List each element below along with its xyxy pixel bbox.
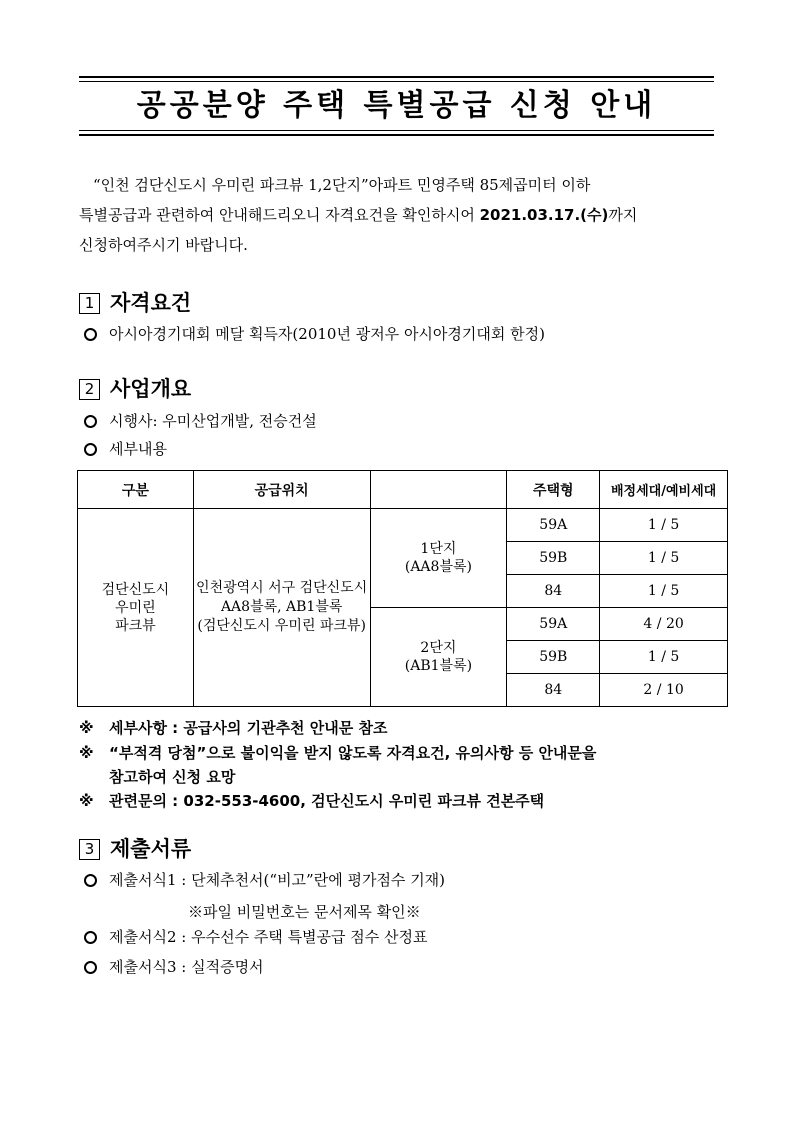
note-1-text: 세부사항 : 공급사의 기관추천 안내문 참조 [109, 719, 388, 737]
location-cell: 인천광역시 서구 검단신도시 AA8블록, AB1블록 (검단신도시 우미린 파크뷰) [193, 509, 370, 707]
header-category: 구분 [78, 471, 194, 509]
complex-2-cell: 2단지 (AB1블록) [370, 608, 507, 707]
deadline-date: 2021.03.17.(수) [479, 206, 609, 224]
form-1-text: 제출서식1 : 단체추천서(“비고”란에 평가점수 기재) [109, 871, 446, 889]
section-2-item-1-text: 시행사: 우미산업개발, 전승건설 [109, 412, 317, 430]
circle-bullet-icon [84, 415, 97, 428]
type-cell: 84 [507, 575, 600, 608]
type-cell: 84 [507, 674, 600, 707]
title-rule-top-2 [79, 81, 714, 82]
note-2-text-b: 참고하여 신청 요망 [109, 768, 236, 786]
section-1-number: 1 [79, 293, 100, 314]
note-2-text-a: “부적격 당첨”으로 불이익을 받지 않도록 자격요건, 유의사항 등 안내문을 [109, 744, 597, 762]
intro-paragraph [79, 170, 717, 260]
alloc-cell: 1 / 5 [600, 542, 728, 575]
alloc-cell: 4 / 20 [600, 608, 728, 641]
section-2-heading [79, 375, 191, 403]
reference-mark-icon: ※ [79, 744, 94, 762]
type-cell: 59A [507, 509, 600, 542]
intro-line-3: 신청하여주시기 바랍니다. [79, 236, 248, 254]
circle-bullet-icon [84, 328, 97, 341]
section-3-heading [79, 835, 191, 863]
circle-bullet-icon [84, 961, 97, 974]
circle-bullet-icon [84, 443, 97, 456]
reference-mark-icon: ※ [79, 792, 94, 810]
type-cell: 59A [507, 608, 600, 641]
header-blank [370, 471, 507, 509]
table-row [78, 509, 728, 542]
section-1-item [84, 323, 545, 345]
complex-1-cell: 1단지 (AA8블록) [370, 509, 507, 608]
district-cell: 검단신도시 우미린 파크뷰 [78, 509, 194, 707]
section-3-item-3 [84, 956, 264, 978]
intro-line-2-b: 까지 [608, 206, 638, 224]
header-location: 공급위치 [193, 471, 370, 509]
note-2 [79, 741, 719, 789]
title-rule-bottom-2 [79, 134, 714, 136]
form-2-text: 제출서식2 : 우수선수 주택 특별공급 점수 산정표 [109, 928, 428, 946]
intro-line-1: “인천 검단신도시 우미린 파크뷰 1,2단지”아파트 민영주택 85제곱미터 이하 [93, 176, 591, 194]
alloc-cell: 2 / 10 [600, 674, 728, 707]
section-1-heading [79, 289, 191, 317]
section-2-title: 사업개요 [110, 377, 192, 401]
section-2-number: 2 [79, 379, 100, 400]
header-allocation: 배정세대/예비세대 [600, 471, 728, 509]
form-3-text: 제출서식3 : 실적증명서 [109, 958, 264, 976]
section-3-title: 제출서류 [110, 837, 192, 861]
title-rule-bottom-1 [79, 130, 714, 131]
alloc-cell: 1 / 5 [600, 509, 728, 542]
supply-table [77, 470, 728, 707]
section-2-item-2-text: 세부내용 [109, 440, 167, 458]
title-rule-top-1 [79, 76, 714, 78]
alloc-cell: 1 / 5 [600, 575, 728, 608]
circle-bullet-icon [84, 931, 97, 944]
reference-mark-icon: ※ [79, 719, 94, 737]
section-1-title: 자격요건 [110, 291, 192, 315]
section-3-number: 3 [79, 839, 100, 860]
section-3-item-1 [84, 869, 445, 891]
contact-info: 관련문의 : 032-553-4600, 검단신도시 우미린 파크뷰 견본주택 [109, 792, 545, 810]
section-2-item-2 [84, 438, 167, 460]
type-cell: 59B [507, 641, 600, 674]
section-1-item-text: 아시아경기대회 메달 획득자(2010년 광저우 아시아경기대회 한정) [109, 325, 545, 343]
intro-line-2-a: 특별공급과 관련하여 안내해드리오니 자격요건을 확인하시어 [79, 206, 480, 224]
section-3-item-2 [84, 926, 428, 948]
intro-line-2 [79, 200, 717, 230]
circle-bullet-icon [84, 874, 97, 887]
table-header-row [78, 471, 728, 509]
type-cell: 59B [507, 542, 600, 575]
note-1 [79, 716, 719, 740]
password-note: ※파일 비밀번호는 문서제목 확인※ [188, 903, 421, 921]
note-3 [79, 789, 719, 813]
header-housing-type: 주택형 [507, 471, 600, 509]
page-title: 공공분양 주택 특별공급 신청 안내 [136, 88, 657, 123]
alloc-cell: 1 / 5 [600, 641, 728, 674]
section-2-item-1 [84, 410, 317, 432]
